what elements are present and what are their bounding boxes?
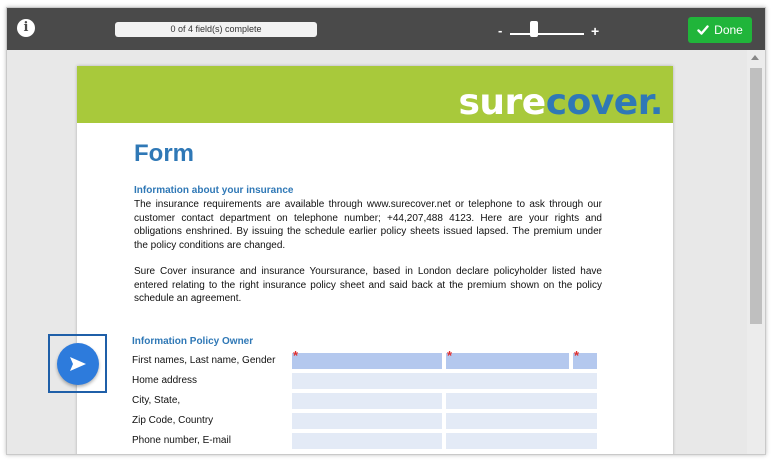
required-marker: * xyxy=(293,348,299,363)
page-title: Form xyxy=(134,140,194,167)
last-name-field[interactable] xyxy=(446,348,569,369)
arrow-right-icon xyxy=(69,356,87,372)
app-window xyxy=(6,7,766,455)
label-zip-country: Zip Code, Country xyxy=(132,415,214,426)
first-name-field[interactable] xyxy=(292,348,442,369)
label-city-state: City, State, xyxy=(132,395,181,406)
home-address-field[interactable] xyxy=(292,373,597,389)
brand-banner xyxy=(77,66,673,123)
label-first-names: First names, Last name, Gender xyxy=(132,355,276,366)
zip-code-field[interactable] xyxy=(292,413,442,429)
scroll-up-arrow-icon[interactable] xyxy=(751,55,759,60)
progress-indicator: 0 of 4 field(s) complete xyxy=(115,22,317,37)
check-icon xyxy=(697,24,709,36)
required-marker: * xyxy=(447,348,453,363)
scrollbar-thumb[interactable] xyxy=(750,68,762,324)
zoom-out-button[interactable]: - xyxy=(498,23,503,38)
vertical-scrollbar[interactable] xyxy=(747,50,765,454)
info-icon[interactable]: i xyxy=(17,19,35,37)
brand-logo-part2: cover. xyxy=(545,82,663,123)
document-viewport[interactable] xyxy=(7,50,747,454)
gender-field[interactable] xyxy=(573,348,597,369)
section-heading-insurance: Information about your insurance xyxy=(134,185,294,196)
next-field-highlight xyxy=(48,334,107,393)
done-button[interactable] xyxy=(688,17,752,43)
document-page xyxy=(77,66,673,455)
zoom-slider-handle[interactable] xyxy=(530,21,538,37)
country-field[interactable] xyxy=(446,413,597,429)
label-home-address: Home address xyxy=(132,375,198,386)
zoom-in-button[interactable]: + xyxy=(591,23,600,39)
insurance-paragraph: The insurance requirements are available through www.surecover.net or telephone to ask through our customer contact department on telephone number; +44,207,488 4123. Here are your rights and obligations enshrined. By issuing the schedule earlier policy sheets issued lapsed. The premium under the policy conditions are changed. xyxy=(134,199,602,251)
email-field[interactable] xyxy=(446,433,597,449)
next-field-button[interactable] xyxy=(57,343,99,385)
brand-logo xyxy=(459,83,664,123)
done-label: Done xyxy=(714,23,743,37)
phone-field[interactable] xyxy=(292,433,442,449)
city-field[interactable] xyxy=(292,393,442,409)
agreement-paragraph: Sure Cover insurance and insurance Yoursurance, based in London declare policyholder listed have entered relating to the right insurance policy sheet and said back at the premium shown on the policy schedule an agreement. xyxy=(134,266,602,304)
label-phone-email: Phone number, E-mail xyxy=(132,435,231,446)
state-field[interactable] xyxy=(446,393,597,409)
zoom-slider[interactable] xyxy=(510,33,584,35)
toolbar xyxy=(7,8,765,50)
section-heading-policy-owner: Information Policy Owner xyxy=(132,336,254,347)
required-marker: * xyxy=(574,348,580,363)
brand-logo-part1: sure xyxy=(458,82,546,123)
